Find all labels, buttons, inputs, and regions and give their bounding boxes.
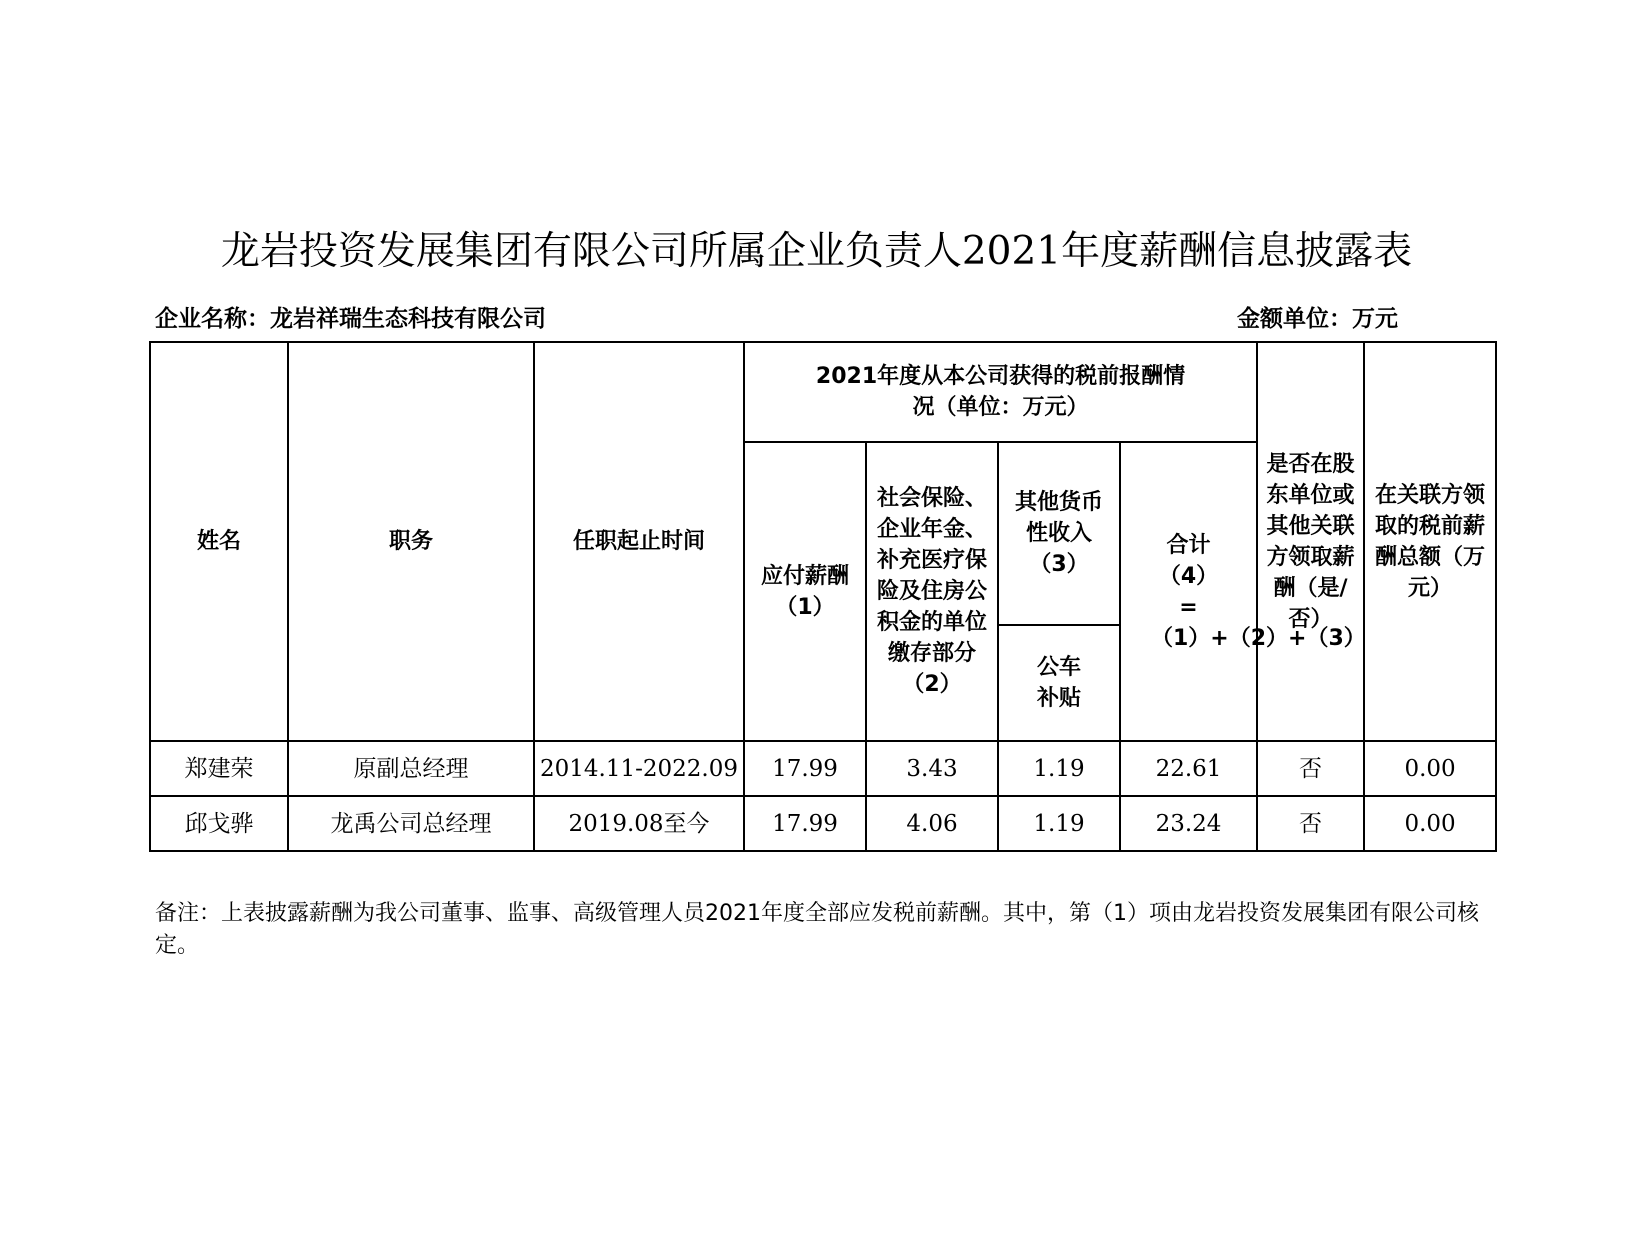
- header-related-total: 在关联方领取的税前薪酬总额（万元）: [1364, 342, 1496, 741]
- footnote: 备注：上表披露薪酬为我公司董事、监事、高级管理人员2021年度全部应发税前薪酬。其中，第（1）项由龙岩投资发展集团有限公司核定。: [155, 901, 1479, 958]
- cell-term: 2014.11-2022.09: [534, 741, 744, 796]
- cell-total: 23.24: [1120, 796, 1257, 851]
- header-name: 姓名: [150, 342, 288, 741]
- cell-social: 4.06: [866, 796, 998, 851]
- company-name: 企业名称：龙岩祥瑞生态科技有限公司: [155, 306, 546, 332]
- header-pretax-group: 2021年度从本公司获得的税前报酬情况（单位：万元）: [744, 342, 1257, 442]
- header-social-insurance: 社会保险、企业年金、补充医疗保险及住房公积金的单位缴存部分（2）: [866, 442, 998, 741]
- cell-related-total: 0.00: [1364, 796, 1496, 851]
- cell-total: 22.61: [1120, 741, 1257, 796]
- header-other-income: 其他货币性收入（3）: [998, 442, 1120, 625]
- header-term: 任职起止时间: [534, 342, 744, 741]
- salary-table: [149, 341, 1497, 852]
- document-title: 龙岩投资发展集团有限公司所属企业负责人2021年度薪酬信息披露表: [220, 229, 1413, 274]
- cell-social: 3.43: [866, 741, 998, 796]
- header-salary-payable: 应付薪酬（1）: [744, 442, 866, 741]
- cell-term: 2019.08至今: [534, 796, 744, 851]
- table-body: [150, 741, 1496, 851]
- cell-name: 邱戈骅: [150, 796, 288, 851]
- header-position: 职务: [288, 342, 534, 741]
- cell-name: 郑建荣: [150, 741, 288, 796]
- table-header: [150, 342, 1496, 741]
- cell-shareholder: 否: [1257, 741, 1364, 796]
- cell-salary: 17.99: [744, 741, 866, 796]
- table-row: [150, 741, 1496, 796]
- cell-other: 1.19: [998, 796, 1120, 851]
- amount-unit: 金额单位：万元: [1237, 306, 1398, 332]
- table-row: [150, 796, 1496, 851]
- header-car-allowance: 公车补贴: [998, 625, 1120, 741]
- cell-position: 龙禹公司总经理: [288, 796, 534, 851]
- header-total: 合计（4）=（1）+（2）+（3）: [1120, 442, 1257, 741]
- cell-salary: 17.99: [744, 796, 866, 851]
- cell-position: 原副总经理: [288, 741, 534, 796]
- cell-shareholder: 否: [1257, 796, 1364, 851]
- header-shareholder-pay: 是否在股东单位或其他关联方领取薪酬（是/否）: [1257, 342, 1364, 741]
- cell-other: 1.19: [998, 741, 1120, 796]
- cell-related-total: 0.00: [1364, 741, 1496, 796]
